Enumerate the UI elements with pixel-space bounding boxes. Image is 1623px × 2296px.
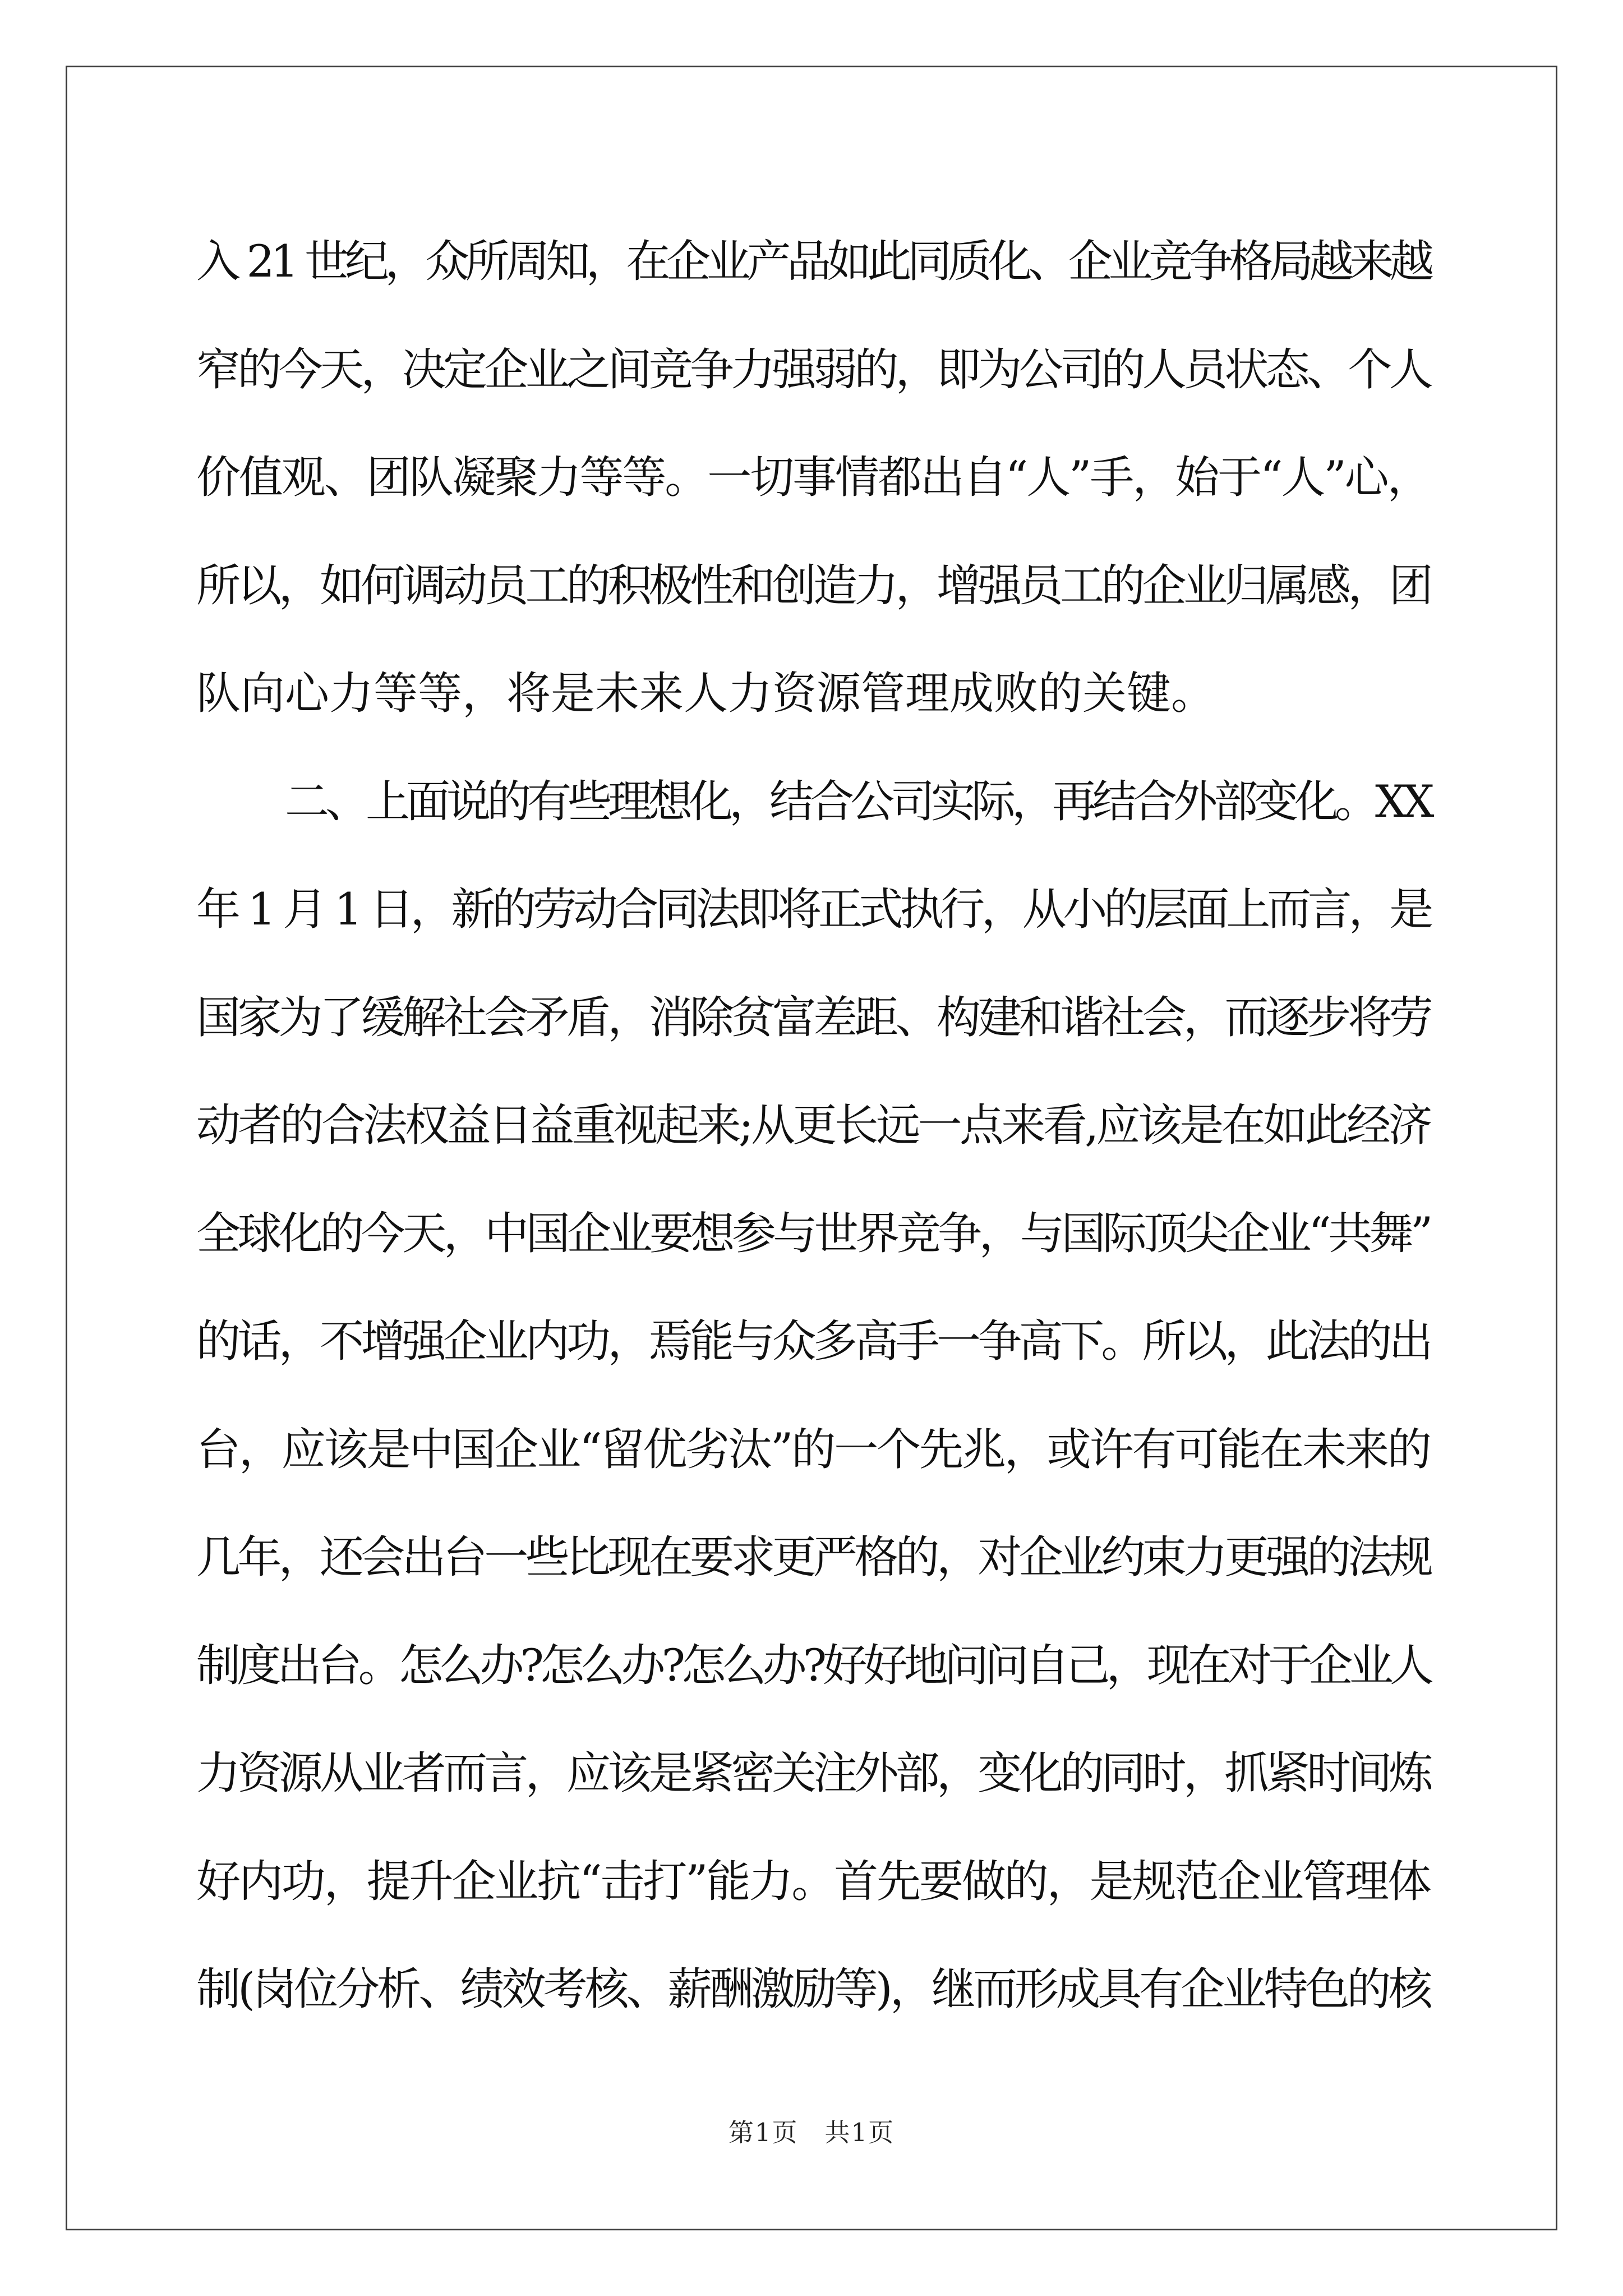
page-number-footer: 第1页 共1页: [728, 2118, 895, 2147]
text-line: 几年，还会出台一些比现在要求更严格的，对企业约束力更强的法规: [196, 1531, 1431, 1583]
text-line: 二、上面说的有些理想化，结合公司实际，再结合外部变化。XX: [285, 775, 1431, 827]
text-line: 台，应该是中国企业“留优劣汰”的一个先兆，或许有可能在未来的: [196, 1423, 1430, 1475]
text-line: 国家为了缓解社会矛盾，消除贫富差距、构建和谐社会，而逐步将劳: [196, 991, 1431, 1043]
text-line: 动者的合法权益日益重视起来;从更长远一点来看,应该是在如此经济: [196, 1099, 1430, 1151]
text-line: 制(岗位分析、绩效考核、薪酬激励等)，继而形成具有企业特色的核: [196, 1963, 1430, 2015]
text-line: 好内功，提升企业抗“击打”能力。首先要做的，是规范企业管理体: [196, 1855, 1430, 1907]
text-line: 的话，不增强企业内功，焉能与众多高手一争高下。所以，此法的出: [196, 1315, 1431, 1367]
text-line: 窄的今天，决定企业之间竞争力强弱的，即为公司的人员状态、个人: [196, 343, 1431, 395]
text-line: 全球化的今天，中国企业要想参与世界竞争，与国际顶尖企业“共舞”: [196, 1207, 1430, 1259]
text-line: 入 21 世纪，众所周知，在企业产品如此同质化、企业竞争格局越来越: [196, 236, 1430, 287]
text-line: 力资源从业者而言，应该是紧密关注外部，变化的同时，抓紧时间炼: [196, 1747, 1431, 1799]
text-line: 年 1 月 1 日，新的劳动合同法即将正式执行，从小的层面上而言，是: [196, 884, 1430, 935]
text-line: 价值观、团队凝聚力等等。一切事情都出自“人”手，始于“人”心，: [196, 452, 1430, 503]
document-body: [196, 208, 1430, 2044]
text-line: 所以，如何调动员工的积极性和创造力，增强员工的企业归属感，团: [196, 559, 1431, 611]
text-line: 制度出台。怎么办?怎么办?怎么办?好好地问问自己，现在对于企业人: [196, 1639, 1431, 1691]
text-line: 队向心力等等，将是未来人力资源管理成败的关键。: [196, 668, 1215, 719]
